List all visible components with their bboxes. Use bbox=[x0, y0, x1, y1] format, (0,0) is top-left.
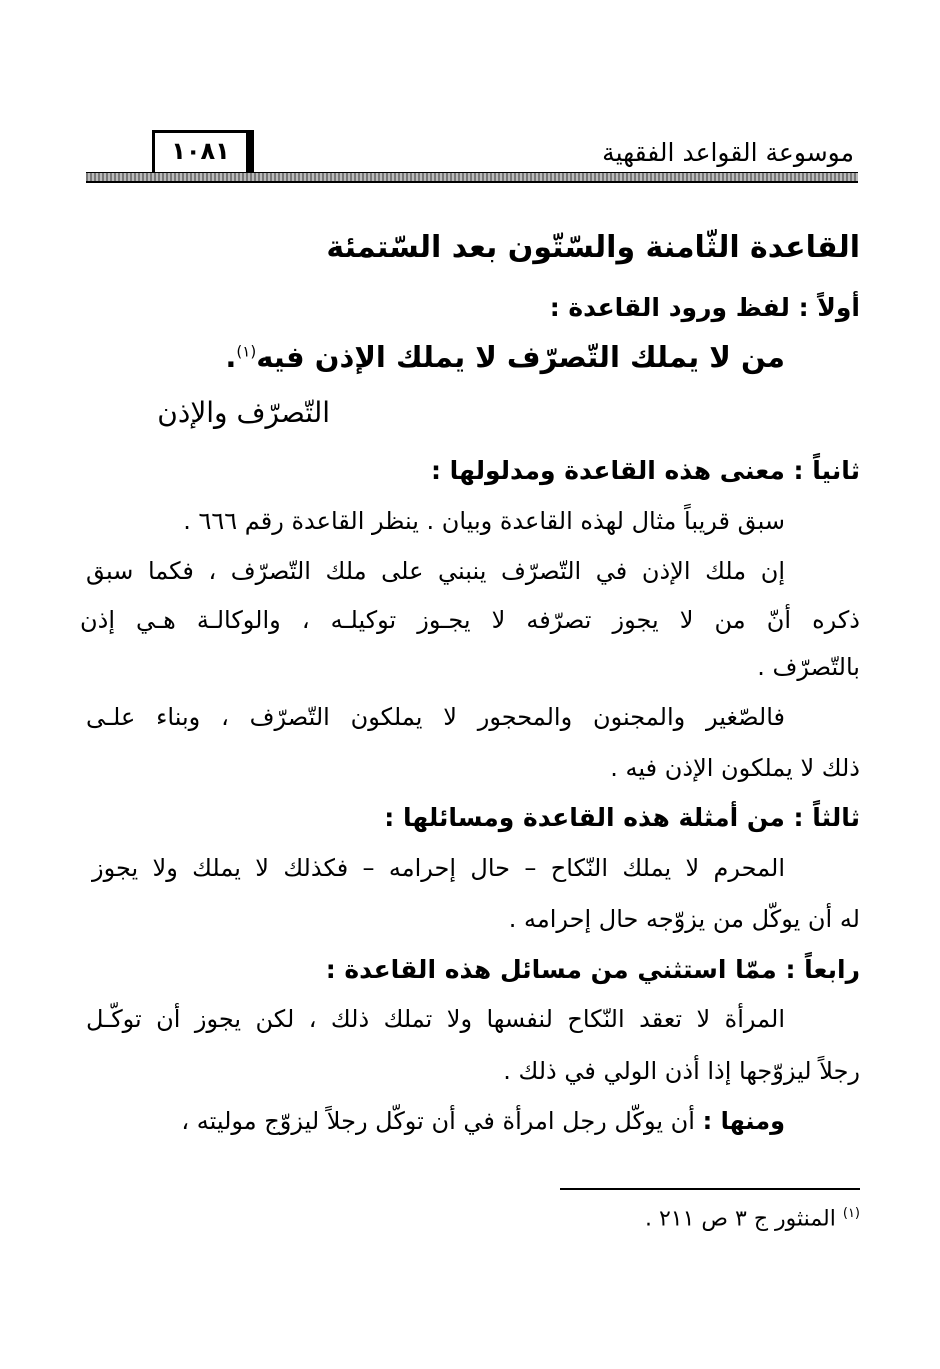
page-number: ١٠٨١ bbox=[171, 137, 230, 165]
section4-line: رجلاً ليزوّجها إذا أذن الولي في ذلك . bbox=[503, 1057, 860, 1085]
section4-last-line bbox=[181, 1107, 785, 1135]
header-rule bbox=[86, 172, 858, 183]
rule-end: . bbox=[225, 340, 237, 374]
rule-heading: القاعدة الثّامنة والسّتّون بعد السّتمئة bbox=[326, 230, 860, 265]
section2-line: فالصّغير والمجنون والمحجور لا يملكون التّصرّف ، وبناء علـى bbox=[86, 703, 785, 731]
minha-lead: ومنها : bbox=[702, 1107, 785, 1135]
footnote-marker: (١) bbox=[842, 1206, 860, 1221]
page-number-box bbox=[152, 130, 254, 174]
section2-line: ذكره أنّ من لا يجوز تصرّفه لا يجـوز توكيلـه ، والوكالـة هـي إذن bbox=[80, 606, 860, 634]
section4-heading: رابعاً : ممّا استثني من مسائل هذه القاعدة : bbox=[325, 955, 860, 984]
footnote-separator bbox=[560, 1188, 860, 1190]
section2-line: بالتّصرّف . bbox=[757, 653, 860, 681]
section3-line: له أن يوكّل من يزوّجه حال إحرامه . bbox=[508, 905, 860, 933]
section2-line: ذلك لا يملكون الإذن فيه . bbox=[610, 754, 860, 782]
rule-statement bbox=[225, 340, 785, 374]
section4-line: المرأة لا تعقد النّكاح لنفسها ولا تملك ذلك ، لكن يجوز أن توكّـل bbox=[86, 1005, 785, 1033]
section2-heading: ثانياً : معنى هذه القاعدة ومدلولها : bbox=[430, 456, 860, 485]
minha-text: أن يوكّل رجل امرأة في أن توكّل رجلاً ليزوّج موليته ، bbox=[181, 1107, 695, 1135]
section1-heading: أولاً : لفظ ورود القاعدة : bbox=[549, 293, 860, 322]
section2-line: إن ملك الإذن في التّصرّف ينبني على ملك التّصرّف ، فكما سبق bbox=[86, 557, 785, 585]
keywords: التّصرّف والإذن bbox=[157, 396, 330, 429]
footnote bbox=[645, 1206, 860, 1231]
section3-line: المحرم لا يملك النّكاح – حال إحرامه – فكذلك لا يملك ولا يجوز bbox=[92, 854, 785, 882]
section2-line: سبق قريباً مثال لهذه القاعدة وبيان . ينظر القاعدة رقم ٦٦٦ . bbox=[183, 507, 785, 535]
section3-heading: ثالثاً : من أمثلة هذه القاعدة ومسائلها : bbox=[384, 803, 860, 832]
footnote-text: المنثور ج ٣ ص ٢١١ . bbox=[644, 1206, 836, 1232]
running-header-title: موسوعة القواعد الفقهية bbox=[602, 138, 854, 167]
rule-text: من لا يملك التّصرّف لا يملك الإذن فيه bbox=[256, 340, 785, 374]
footnote-ref: (١) bbox=[236, 342, 257, 361]
